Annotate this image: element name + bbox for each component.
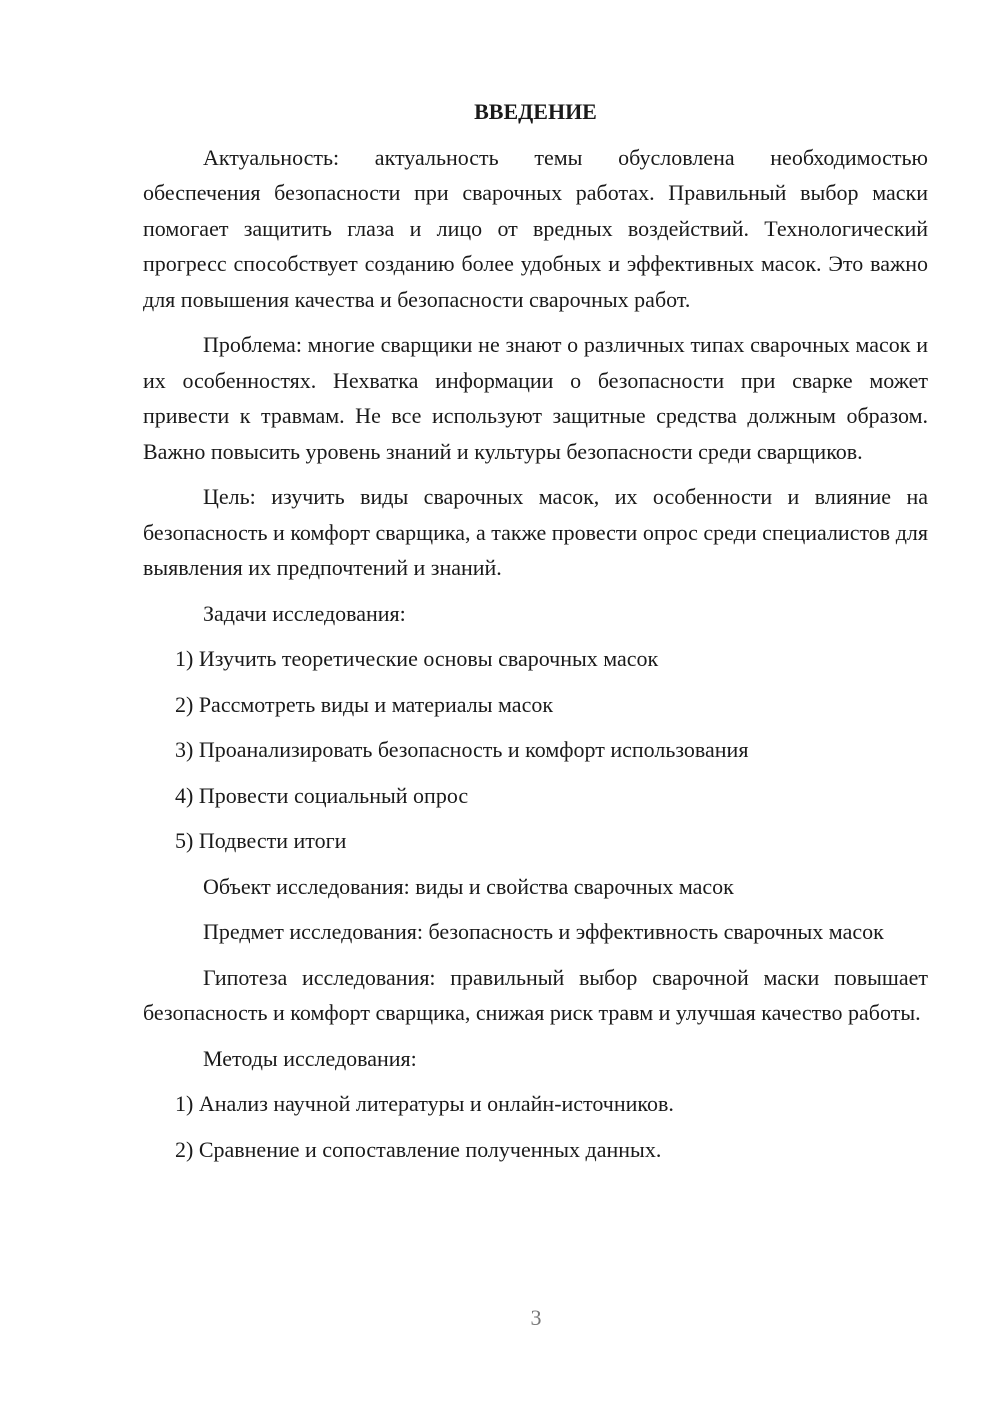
- paragraph-problem: Проблема: многие сварщики не знают о различных типах сварочных масок и их особенностях. Нехватка информации о безопасности при сварке может привести к травмам. Не все используют защитные средства должным образом. Важно повысить уровень знаний и культуры безопасности среди сварщиков.: [143, 332, 928, 464]
- page-content: [143, 94, 928, 1177]
- tasks-heading: Задачи исследования:: [203, 600, 406, 626]
- paragraph-hypothesis: Гипотеза исследования: правильный выбор сварочной маски повышает безопасность и комфорт сварщика, снижая риск травм и улучшая качество работы.: [143, 964, 928, 1025]
- page-title: ВВЕДЕНИЕ: [474, 99, 597, 124]
- task-item: 4) Провести социальный опрос: [175, 782, 469, 808]
- paragraph-object: Объект исследования: виды и свойства сварочных масок: [203, 873, 734, 899]
- paragraph-goal: Цель: изучить виды сварочных масок, их особенности и влияние на безопасность и комфорт сварщика, а также провести опрос среди специалистов для выявления их предпочтений и знаний.: [143, 484, 928, 580]
- method-item: 1) Анализ научной литературы и онлайн-источников.: [175, 1091, 674, 1116]
- methods-list: [143, 1086, 928, 1167]
- paragraph-relevance: Актуальность: актуальность темы обусловлена необходимостью обеспечения безопасности при сварочных работах. Правильный выбор маски помогает защитить глаза и лицо от вредных воздействий. Технологический прогресс способствует созданию более удобных и эффективных масок. Это важно для повышения качества и безопасности сварочных работ.: [143, 144, 928, 312]
- methods-heading: Методы исследования:: [203, 1045, 417, 1071]
- task-item: 1) Изучить теоретические основы сварочных масок: [175, 646, 659, 671]
- task-item: 2) Рассмотреть виды и материалы масок: [175, 691, 554, 717]
- page-number: 3: [530, 1305, 542, 1330]
- task-item: 3) Проанализировать безопасность и комфорт использования: [175, 737, 749, 762]
- task-item: 5) Подвести итоги: [175, 828, 347, 853]
- tasks-list: [143, 641, 928, 859]
- method-item: 2) Сравнение и сопоставление полученных данных.: [175, 1136, 662, 1162]
- paragraph-subject: Предмет исследования: безопасность и эффективность сварочных масок: [203, 919, 884, 944]
